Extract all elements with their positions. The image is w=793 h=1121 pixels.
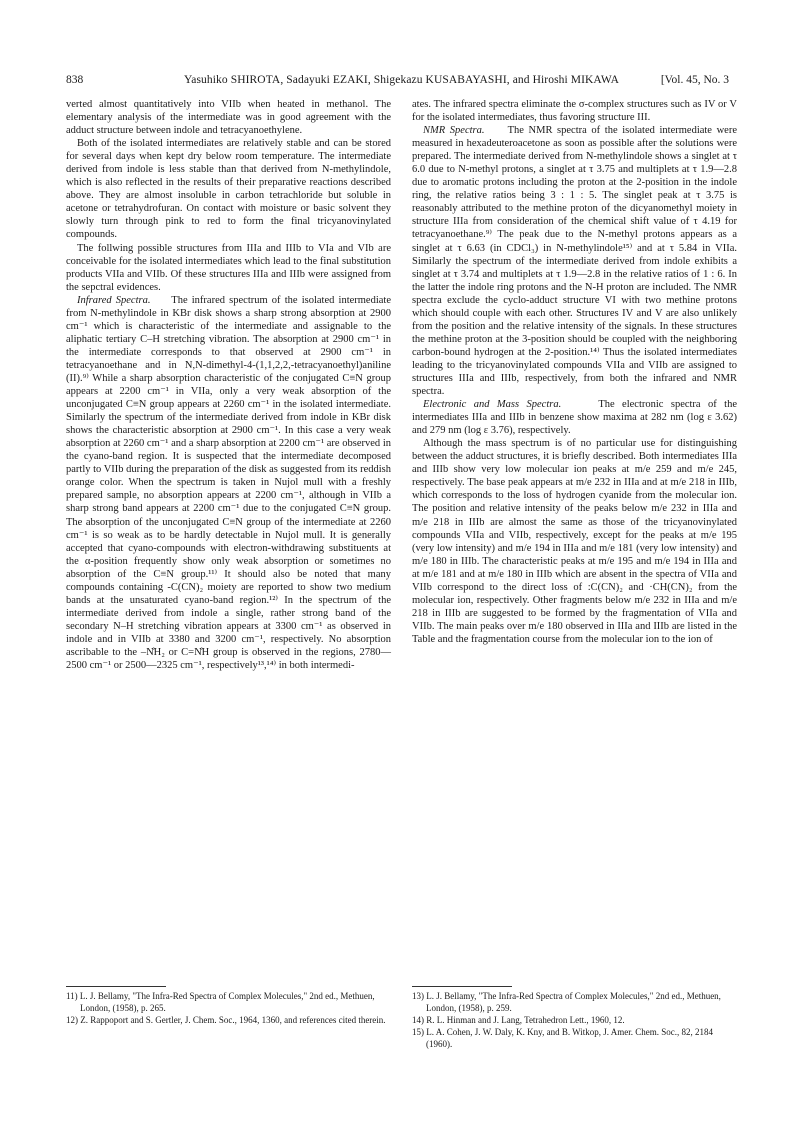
right-column <box>412 98 737 646</box>
volume-info: [Vol. 45, No. 3 <box>660 74 729 86</box>
paragraph-text: The electronic spectra of the intermediates IIIa and IIIb in benzene show maxima at 282 nm (log ε 3.62) and 279 nm (log ε 3.76), respectively. <box>412 399 737 437</box>
footnote: 15) L. A. Cohen, J. W. Daly, K. Kny, and B. Witkop, J. Amer. Chem. Soc., 82, 2184 (1960). <box>412 1027 714 1049</box>
paragraph: Although the mass spectrum is of no particular use for distinguishing between the adduct structures, it is briefly described. Both intermediates IIIa and IIIb show very low molecular ion peaks at m/e 259 and m/e 245, respectively. The base peak appears at m/e 232 in IIIa and at m/e 218 in IIIb, which corresponds to the loss of hydrogen cyanide from the molecular ion. The position and relative intensity of the peaks below m/e 232 in IIIa and m/e 218 in IIIb are almost the same as those of the tricyanovinylated compounds VIIa and VIIb, respectively, except for the peaks at m/e 195 (very low intensity) and m/e 194 in IIIa and m/e 181 (very low intensity) and m/e 180 in IIIb. The characteristic peaks at m/e 195 and m/e 194 in IIIa and at m/e 181 and at m/e 180 in IIIb which are absent in the spectra of VIIa and VIIb correspond to the direct loss of :C(CN)₂ and ·CH(CN)₂ from the molecular ion, respectively. Other fragments below m/e 232 in IIIa and m/e 218 in IIIb are suggested to be formed by the fragmentation of VIIa and VIIb. The main peaks over m/e 180 observed in IIIa and IIIb are listed in the Table and the fragmentation course from the molecular ion to the ion of <box>412 438 737 645</box>
left-column <box>66 98 391 672</box>
paragraph <box>412 124 737 398</box>
footnote: 12) Z. Rappoport and S. Gertler, J. Chem. Soc., 1964, 1360, and references cited therein. <box>66 1015 386 1025</box>
page-number: 838 <box>66 74 84 86</box>
section-heading: Electronic and Mass Spectra. <box>423 399 562 411</box>
section-heading: Infrared Spectra. <box>77 294 151 306</box>
paragraph-text: The infrared spectrum of the isolated intermediate from N-methylindole in KBr disk shows a sharp strong absorption at 2900 cm⁻¹ which is characteristic of the intermediate and assignable to the aliphatic tertiary C–H stretching vibration. The absorption at 2900 cm⁻¹ in the intermediate corresponds to that observed at 2900 cm⁻¹ in tetracyanoethane and in N,N-dimethyl-4-(1,1,2,2,-tetracyanoethyl)aniline (II).⁹⁾ While a sharp absorption characteristic of the conjugated C≡N group appears at 2200 cm⁻¹ in VIIa, only a very weak absorption of the unconjugated C≡N group appears at 2260 cm⁻¹ in the isolated intermediate. Similarly the spectrum of the intermediate derived from indole in KBr disk shows the characteristic absorption at 2900 cm⁻¹. In this case a very weak absorption at 2260 cm⁻¹ and a sharp absorption at 2200 cm⁻¹ are observed in the cyano-band region. It is suspected that the intermediate decomposed partly to VIIb during the preparation of the disk as suggested from its reddish orange color. When the spectrum is taken in Nujol mull with a freshly prepared sample, no absorption appears at 2200 cm⁻¹, although in VIIb a sharp strong band appears at 2200 cm⁻¹ due to the conjugated C≡N group. The absorption of the unconjugated C≡N group of the intermediate at 2260 cm⁻¹ is so weak as to be hardly detectable in Nujol mull. It is generally accepted that cyano-compounds with electron-withdrawing substituents at the α-position frequently show only weak absorption or sometimes no absorption of the C≡N group.¹¹⁾ It should also be noted that many compounds containing -C(CN)₂ moiety are reported to show two medium bands at the unsaturated cyano-band region.¹²⁾ In the spectrum of the intermediate derived from indole a single, rather strong band of the secondary N–H stretching vibration appears at 3300 cm⁻¹ as observed in indole and in VIIb at 3380 and 3200 cm⁻¹, respectively. No absorption ascribable to the –N̊H₂ or C=N̊H group is observed in the regions, 2780—2500 cm⁻¹ or 2500—2325 cm⁻¹, respectively¹³,¹⁴⁾ in both intermedi- <box>66 294 391 672</box>
paragraph: The follwing possible structures from IIIa and IIIb to VIa and VIb are conceivable for the isolated intermediates which lead to the final substitution products VIIa and VIIb. Of these structures IIIa and IIIb were assigned from the sepctral evidences. <box>66 242 391 293</box>
paragraph-text: The NMR spectra of the isolated intermediate were measured in hexadeuteroacetone as soon as possible after the solutions were prepared. The intermediate derived from N-methylindole shows a singlet at τ 6.0 due to N-methyl protons, a singlet at τ 3.75 and multiplets at τ 1.9—2.8 due to aromatic protons including the proton at the 2-position in the indole ring, the relative ratios being 3 : 1 : 5. The singlet peak at τ 3.75 is reasonably attributed to the methine proton of the dicyanomethyl moiety in structure IIIa from consideration of the chemical shift value of τ 4.19 for tetracyanoethane.⁹⁾ The peak due to the N-methyl protons appears as a singlet at τ 6.63 (in CDCl₃) in N-methylindole¹⁵⁾ and at τ 5.84 in VIIa. Similarly the spectrum of the intermediate derived from indole exhibits a singlet at τ 3.74 and multiplets at τ 1.9—2.8 in the relative ratios of 1 : 6. In the latter the indole ring protons and the N-H proton are included. The NMR spectra exclude the cyclo-adduct structure VI with two methine protons which should couple with each other. Structures IV and V are also unlikely from the position and the relative intensity of the signals. In these structures the methine proton at the 3-position should be coupled with the neighboring carbon-bound hydrogen at the 2-position.¹⁴⁾ Thus the isolated intermediates leading to the tricyanovinylated compounds VIIa and VIIb are assigned to structures IIIa and IIIb, respectively, from both the infrared and NMR spectra. <box>412 125 737 398</box>
footnote: 11) L. J. Bellamy, "The Infra-Red Spectra of Complex Molecules," 2nd ed., Methuen, London, (1958), p. 265. <box>66 991 375 1013</box>
paragraph: Both of the isolated intermediates are relatively stable and can be stored for several days when kept dry below room temperature. The intermediate derived from indole is less stable than that derived from N-methylindole, which is also reflected in the results of their preparative reactions described above. They are almost insoluble in carbon tetrachloride but soluble in acetone or tetrahydrofuran. On contact with moisture or basic solvent they slowly turn through pink to red to form the final tricyanovinylated compounds. <box>66 138 391 241</box>
footnote-divider <box>412 986 512 987</box>
paragraph <box>412 398 737 437</box>
footnote: 13) L. J. Bellamy, "The Infra-Red Spectra of Complex Molecules," 2nd ed., Methuen, London, (1958), p. 259. <box>412 991 721 1013</box>
section-heading: NMR Spectra. <box>423 125 485 137</box>
paragraph <box>66 294 391 672</box>
footnotes-right <box>412 990 737 1050</box>
footnotes-left <box>66 990 391 1026</box>
page-header <box>66 72 729 88</box>
running-authors: Yasuhiko SHIROTA, Sadayuki EZAKI, Shigekazu KUSABAYASHI, and Hiroshi MIKAWA <box>184 74 619 86</box>
paragraph: ates. The infrared spectra eliminate the σ-complex structures such as IV or V for the isolated intermediates, thus favoring structure III. <box>412 99 737 124</box>
footnote-divider <box>66 986 166 987</box>
paragraph: verted almost quantitatively into VIIb when heated in methanol. The elementary analysis of the intermediate was in good agreement with the adduct structure between indole and tetracyanoethylene. <box>66 99 391 137</box>
footnote: 14) R. L. Hinman and J. Lang, Tetrahedron Lett., 1960, 12. <box>412 1015 625 1025</box>
